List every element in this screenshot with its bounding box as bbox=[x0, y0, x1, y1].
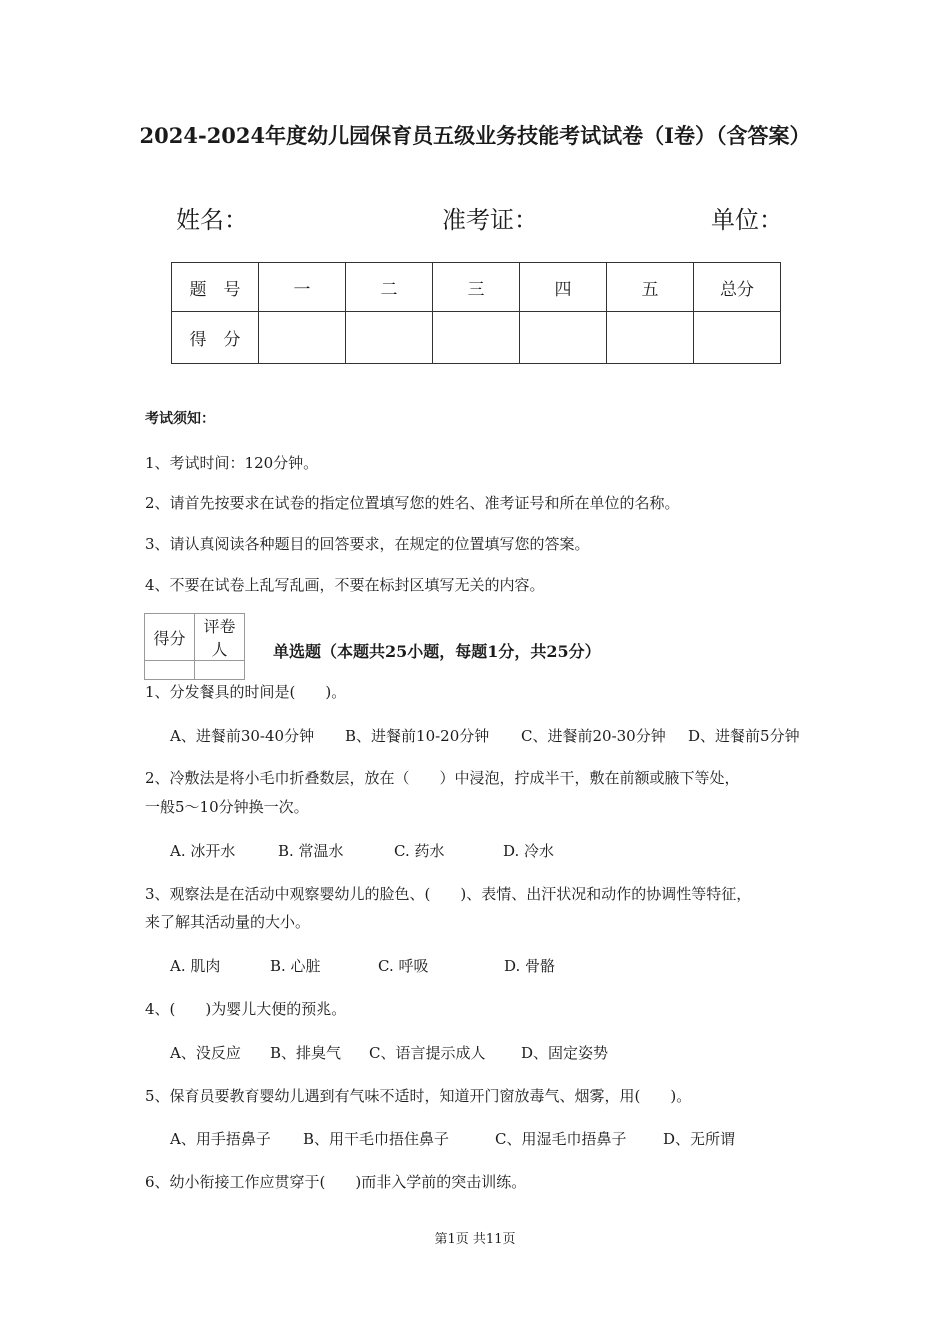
option[interactable]: D. 冷水 bbox=[503, 842, 555, 860]
option[interactable]: C. 呼吸 bbox=[378, 957, 429, 975]
page-footer: 第1页 共11页 bbox=[434, 1232, 516, 1247]
page-title: 2024-2024年度幼儿园保育员五级业务技能考试试卷（I卷）（含答案） bbox=[139, 123, 811, 148]
question-stem-continued: 来了解其活动量的大小。 bbox=[145, 913, 311, 931]
name-field-label: 姓名： bbox=[176, 206, 248, 234]
question-stem-continued: 一般5～10分钟换一次。 bbox=[145, 798, 309, 816]
question-stem: 4、( )为婴儿大便的预兆。 bbox=[145, 1000, 347, 1018]
option[interactable]: D、无所谓 bbox=[663, 1130, 736, 1148]
question-stem: 3、观察法是在活动中观察婴幼儿的脸色、( )、表情、出汗状况和动作的协调性等特征， bbox=[145, 885, 752, 903]
score-entry-cell[interactable] bbox=[520, 312, 607, 364]
grader-box-grader-label: 评卷人 bbox=[195, 614, 245, 661]
score-table-header-row bbox=[172, 263, 781, 312]
notice-item: 3、请认真阅读各种题目的回答要求，在规定的位置填写您的答案。 bbox=[145, 535, 590, 553]
question-options bbox=[170, 840, 554, 861]
score-table-cell: 一 bbox=[259, 263, 346, 312]
option[interactable]: B. 常温水 bbox=[278, 842, 344, 860]
score-table-cell: 四 bbox=[520, 263, 607, 312]
question-stem: 5、保育员要教育婴幼儿遇到有气味不适时，知道开门窗放毒气、烟雾，用( )。 bbox=[145, 1087, 692, 1105]
score-table-cell: 题 号 bbox=[172, 263, 259, 312]
grader-box bbox=[144, 613, 245, 680]
exam-id-field-label: 准考证： bbox=[442, 206, 538, 234]
option[interactable]: A、进餐前30-40分钟 bbox=[170, 727, 315, 745]
notice-title: 考试须知： bbox=[145, 411, 215, 427]
option[interactable]: A、没反应 bbox=[170, 1044, 241, 1062]
section-title: 单选题（本题共25小题，每题1分，共25分） bbox=[273, 642, 601, 661]
question-stem: 1、分发餐具的时间是( )。 bbox=[145, 683, 347, 701]
question-stem: 2、冷敷法是将小毛巾折叠数层，放在（ ）中浸泡，拧成半干，敷在前额或腋下等处， bbox=[145, 769, 740, 787]
score-table-cell: 二 bbox=[346, 263, 433, 312]
option[interactable]: B、进餐前10-20分钟 bbox=[345, 727, 490, 745]
notice-item: 4、不要在试卷上乱写乱画，不要在标封区填写无关的内容。 bbox=[145, 576, 545, 594]
question-options bbox=[170, 1128, 735, 1149]
question-options bbox=[170, 1042, 608, 1063]
score-table-cell: 三 bbox=[433, 263, 520, 312]
score-table bbox=[171, 262, 781, 364]
option[interactable]: C. 药水 bbox=[394, 842, 445, 860]
option[interactable]: C、进餐前20-30分钟 bbox=[521, 727, 666, 745]
notice-item: 1、考试时间：120分钟。 bbox=[145, 454, 319, 472]
option[interactable]: A. 肌肉 bbox=[170, 957, 221, 975]
notice-item: 2、请首先按要求在试卷的指定位置填写您的姓名、准考证号和所在单位的名称。 bbox=[145, 494, 680, 512]
question-options bbox=[170, 955, 555, 976]
option[interactable]: D. 骨骼 bbox=[504, 957, 556, 975]
option[interactable]: B. 心脏 bbox=[270, 957, 321, 975]
score-table-cell: 总分 bbox=[694, 263, 781, 312]
question-options bbox=[170, 725, 800, 746]
option[interactable]: C、语言提示成人 bbox=[369, 1044, 486, 1062]
option[interactable]: D、固定姿势 bbox=[521, 1044, 609, 1062]
grader-box-entry-cell[interactable] bbox=[195, 661, 245, 680]
score-table-score-row bbox=[172, 312, 781, 364]
score-entry-cell[interactable] bbox=[346, 312, 433, 364]
option[interactable]: B、用干毛巾捂住鼻子 bbox=[303, 1130, 450, 1148]
score-table-cell: 五 bbox=[607, 263, 694, 312]
option[interactable]: C、用湿毛巾捂鼻子 bbox=[495, 1130, 627, 1148]
grader-box-entry-cell[interactable] bbox=[145, 661, 195, 680]
score-entry-cell[interactable] bbox=[607, 312, 694, 364]
option[interactable]: A. 冰开水 bbox=[170, 842, 236, 860]
option[interactable]: B、排臭气 bbox=[270, 1044, 342, 1062]
option[interactable]: A、用手捂鼻子 bbox=[170, 1130, 271, 1148]
score-entry-cell[interactable] bbox=[259, 312, 346, 364]
grader-box-score-label: 得分 bbox=[145, 614, 195, 661]
score-table-cell: 得 分 bbox=[172, 312, 259, 364]
score-entry-cell[interactable] bbox=[433, 312, 520, 364]
unit-field-label: 单位： bbox=[711, 206, 783, 234]
option[interactable]: D、进餐前5分钟 bbox=[688, 727, 800, 745]
score-entry-cell[interactable] bbox=[694, 312, 781, 364]
question-stem: 6、幼小衔接工作应贯穿于( )而非入学前的突击训练。 bbox=[145, 1173, 527, 1191]
